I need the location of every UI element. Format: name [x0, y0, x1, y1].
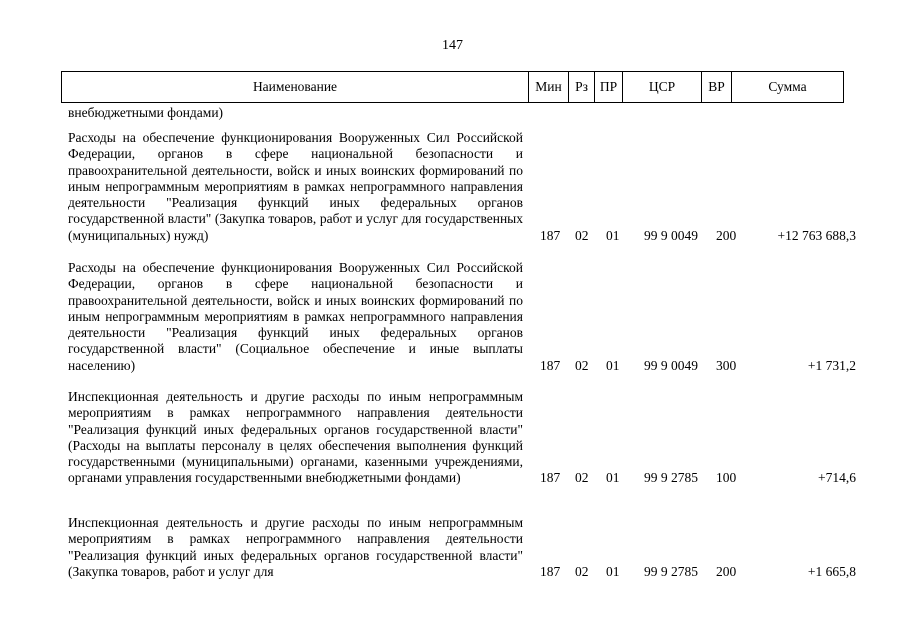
- row-vr: 200: [716, 227, 737, 243]
- row-vr: 200: [716, 563, 737, 579]
- header-sum: Сумма: [731, 72, 843, 102]
- header-name: Наименование: [252, 79, 338, 94]
- row-csr: 99 9 0049: [644, 227, 698, 243]
- row-min: 187: [540, 470, 561, 486]
- row-rz: 02: [575, 227, 589, 243]
- row-sum: +714,6: [818, 470, 856, 486]
- header-csr: ЦСР: [622, 72, 701, 102]
- row-pr: 01: [606, 470, 620, 486]
- row-rz: 02: [575, 563, 589, 579]
- row-vr: 300: [716, 357, 737, 373]
- row-min: 187: [540, 227, 561, 243]
- header-pr: ПР: [594, 72, 622, 102]
- header-min: Мин: [528, 72, 568, 102]
- table-row: [68, 515, 868, 580]
- row-name: Расходы на обеспечение функционирования Вооруженных Сил Российской Федерации, органов в сфере национальной безопасности и правоохранительной деятельности, войск и иных воинских формирований по иным непрограммным мероприятиям в рамках непрограммного направления деятельности "Реализация функций иных федеральных органов государственной власти" (Социальное обеспечение и иные выплаты населению): [68, 260, 523, 373]
- row-sum: +1 731,2: [807, 357, 856, 373]
- header-vr: ВР: [701, 72, 731, 102]
- table-row: [68, 389, 868, 487]
- row-pr: 01: [606, 357, 620, 373]
- row-min: 187: [540, 563, 561, 579]
- row-sum: +1 665,8: [807, 563, 856, 579]
- row-sum: +12 763 688,3: [777, 227, 856, 243]
- row-pr: 01: [606, 563, 620, 579]
- row-csr: 99 9 2785: [644, 563, 698, 579]
- row-pr: 01: [606, 227, 620, 243]
- page-number: 147: [442, 38, 463, 53]
- table-row: [68, 260, 868, 374]
- row-rz: 02: [575, 357, 589, 373]
- row-name: Инспекционная деятельность и другие расходы по иным непрограммным мероприятиям в рамках непрограммного направления деятельности "Реализация функций иных федеральных органов государственной власти" (Расходы на выплаты персоналу в целях обеспечения выполнения функций государственными (муниципальными) органами, казенными учреждениями, органами управления государственными внебюджетными фондами): [68, 389, 523, 486]
- row-vr: 100: [716, 470, 737, 486]
- row-min: 187: [540, 357, 561, 373]
- continuation-text: внебюджетными фондами): [68, 105, 224, 120]
- row-name: Расходы на обеспечение функционирования Вооруженных Сил Российской Федерации, органов в сфере национальной безопасности и правоохранительной деятельности, войск и иных воинских формирований по иным непрограммным мероприятиям в рамках непрограммного направления деятельности "Реализация функций иных федеральных органов государственной власти" (Закупка товаров, работ и услуг для государственных (муниципальных) нужд): [68, 130, 523, 243]
- row-csr: 99 9 0049: [644, 357, 698, 373]
- row-name: Инспекционная деятельность и другие расходы по иным непрограммным мероприятиям в рамках непрограммного направления деятельности "Реализация функций иных федеральных органов государственной власти" (Закупка товаров, работ и услуг для: [68, 515, 523, 579]
- row-rz: 02: [575, 470, 589, 486]
- header-rz: Рз: [568, 72, 594, 102]
- row-csr: 99 9 2785: [644, 470, 698, 486]
- table-header: [61, 71, 844, 103]
- table-row: [68, 130, 868, 244]
